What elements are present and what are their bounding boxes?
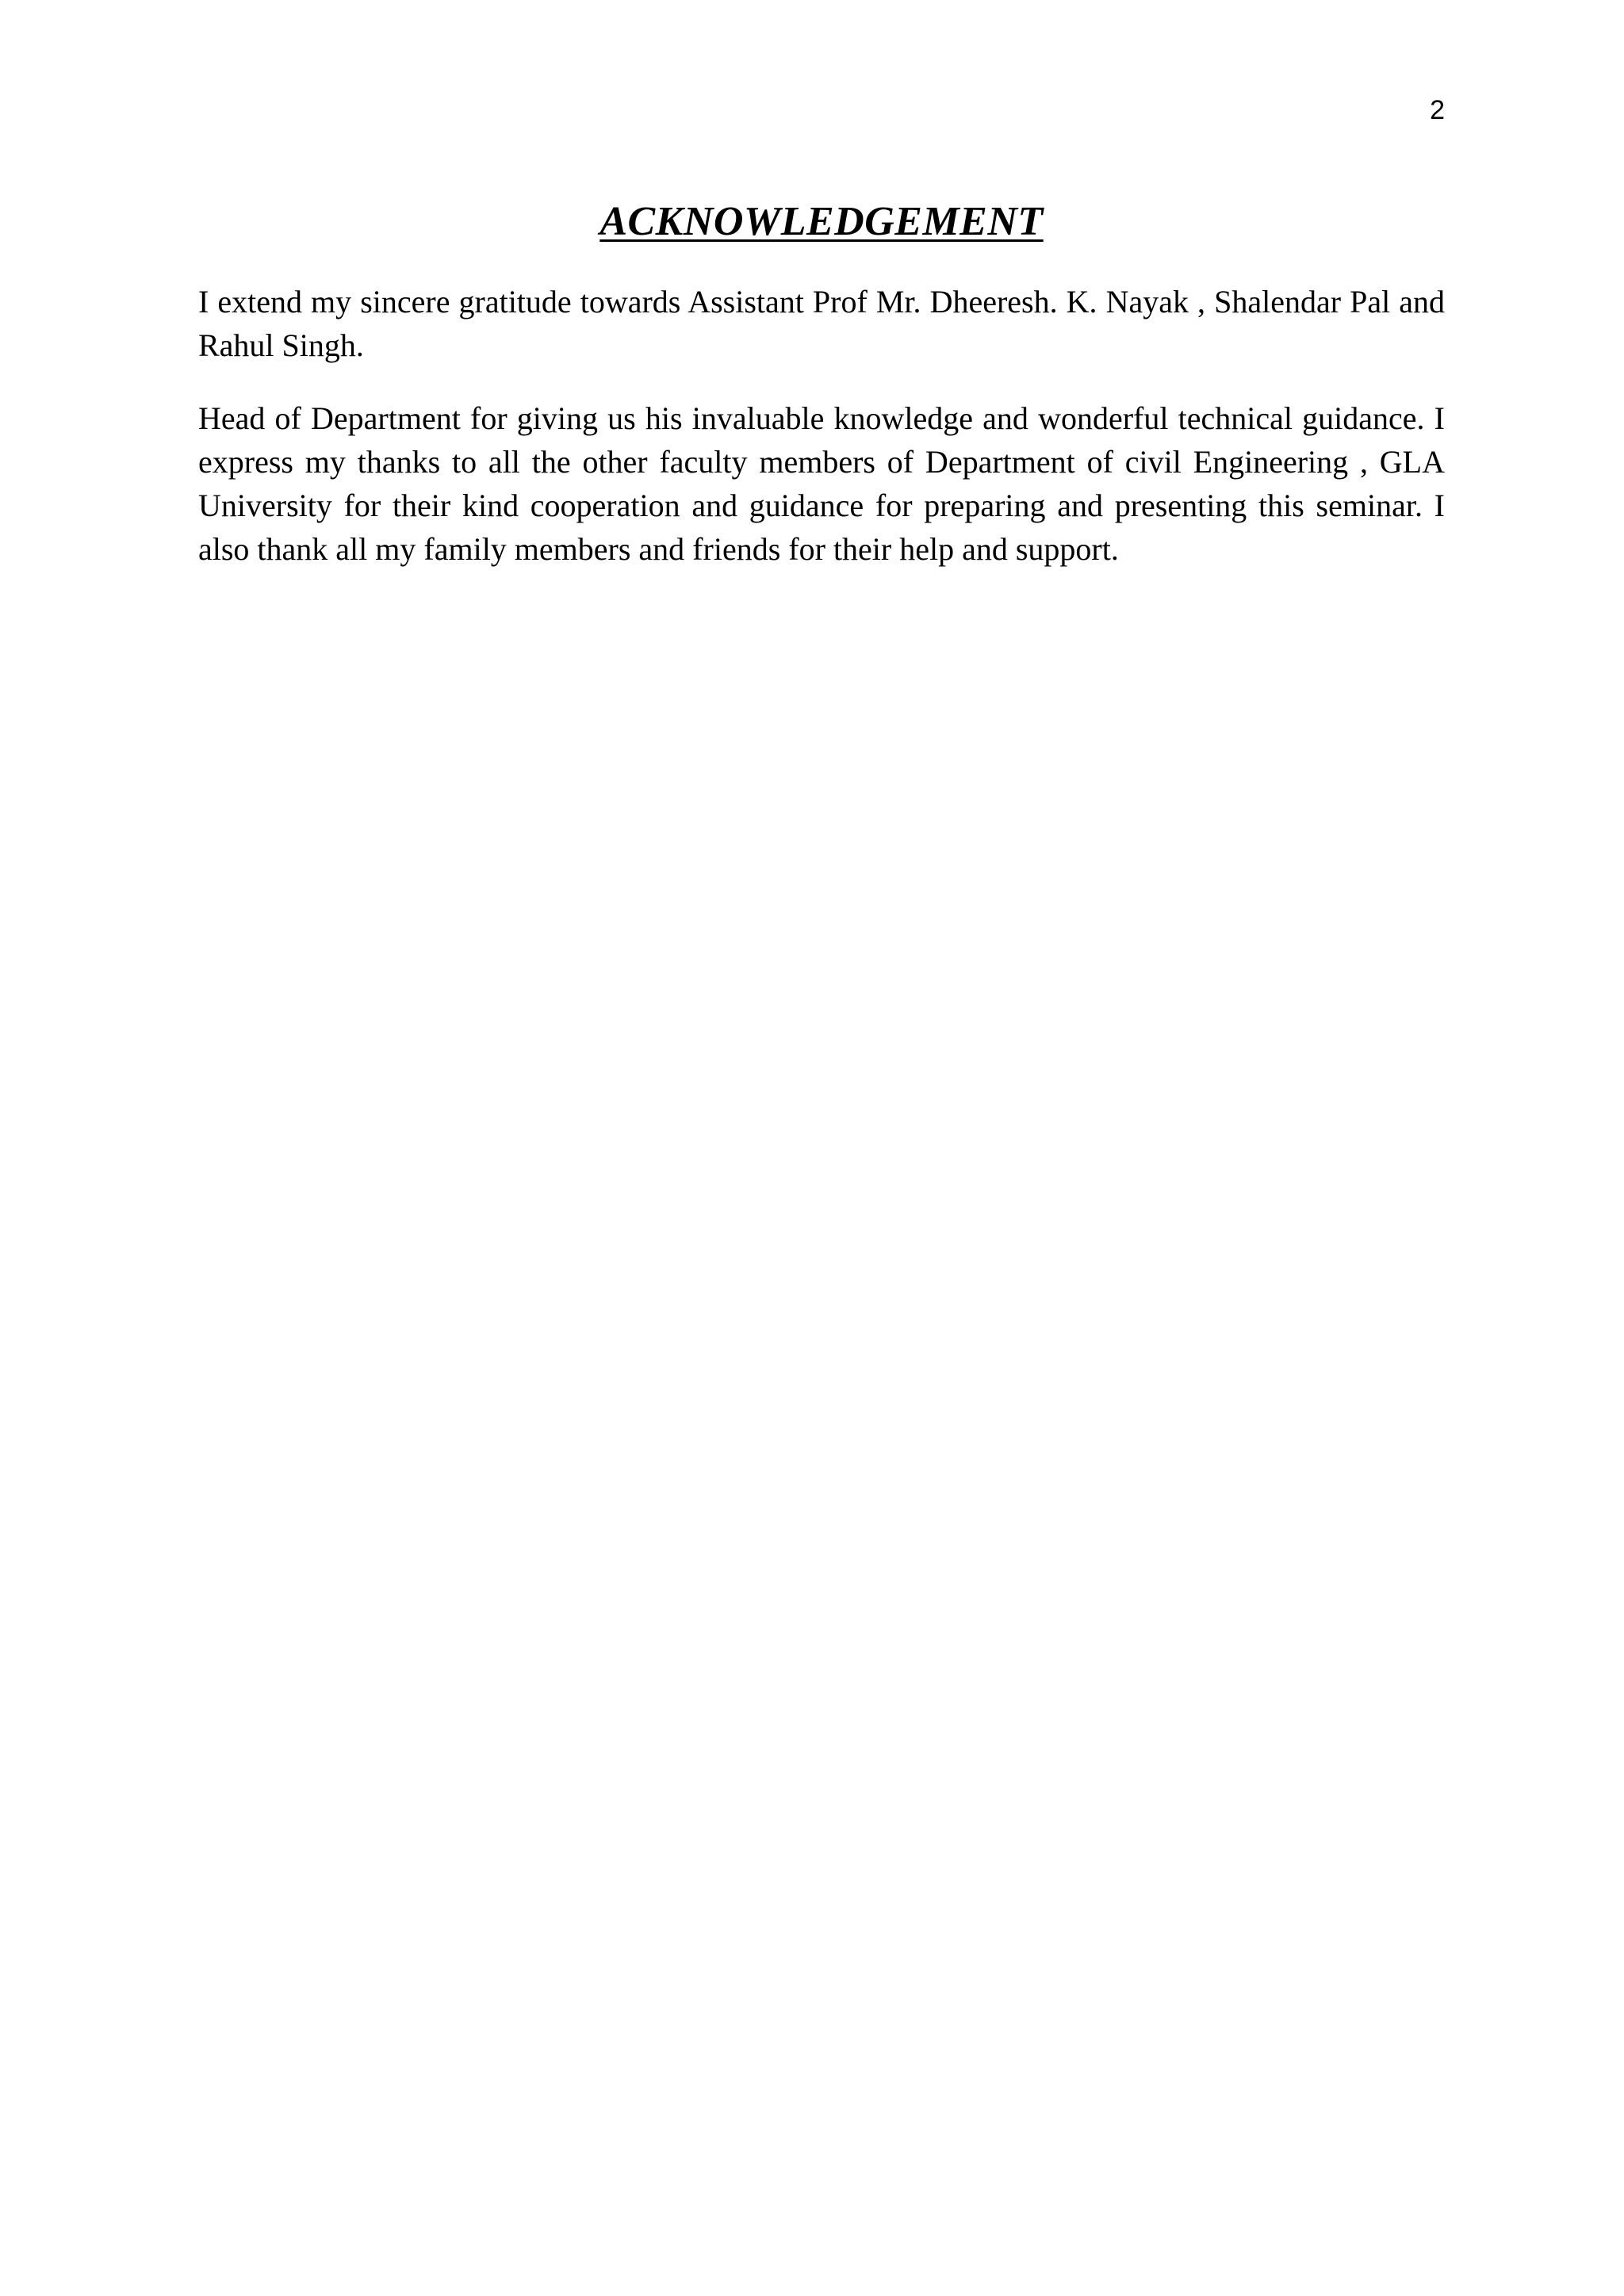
paragraph-thanks: Head of Department for giving us his invaluable knowledge and wonderful technical guidance. I express my thanks to all the other faculty members of Department of civil Engineering , GLA University for their kind cooperation and guidance for preparing and presenting this seminar. I also thank all my family members and friends for their help and support. bbox=[198, 400, 1445, 567]
page-number: 2 bbox=[1430, 95, 1445, 125]
paragraph-gratitude: I extend my sincere gratitude towards Assistant Prof Mr. Dheeresh. K. Nayak , Shalendar Pal and Rahul Singh. bbox=[198, 284, 1445, 363]
page-title: ACKNOWLEDGEMENT bbox=[599, 199, 1044, 244]
